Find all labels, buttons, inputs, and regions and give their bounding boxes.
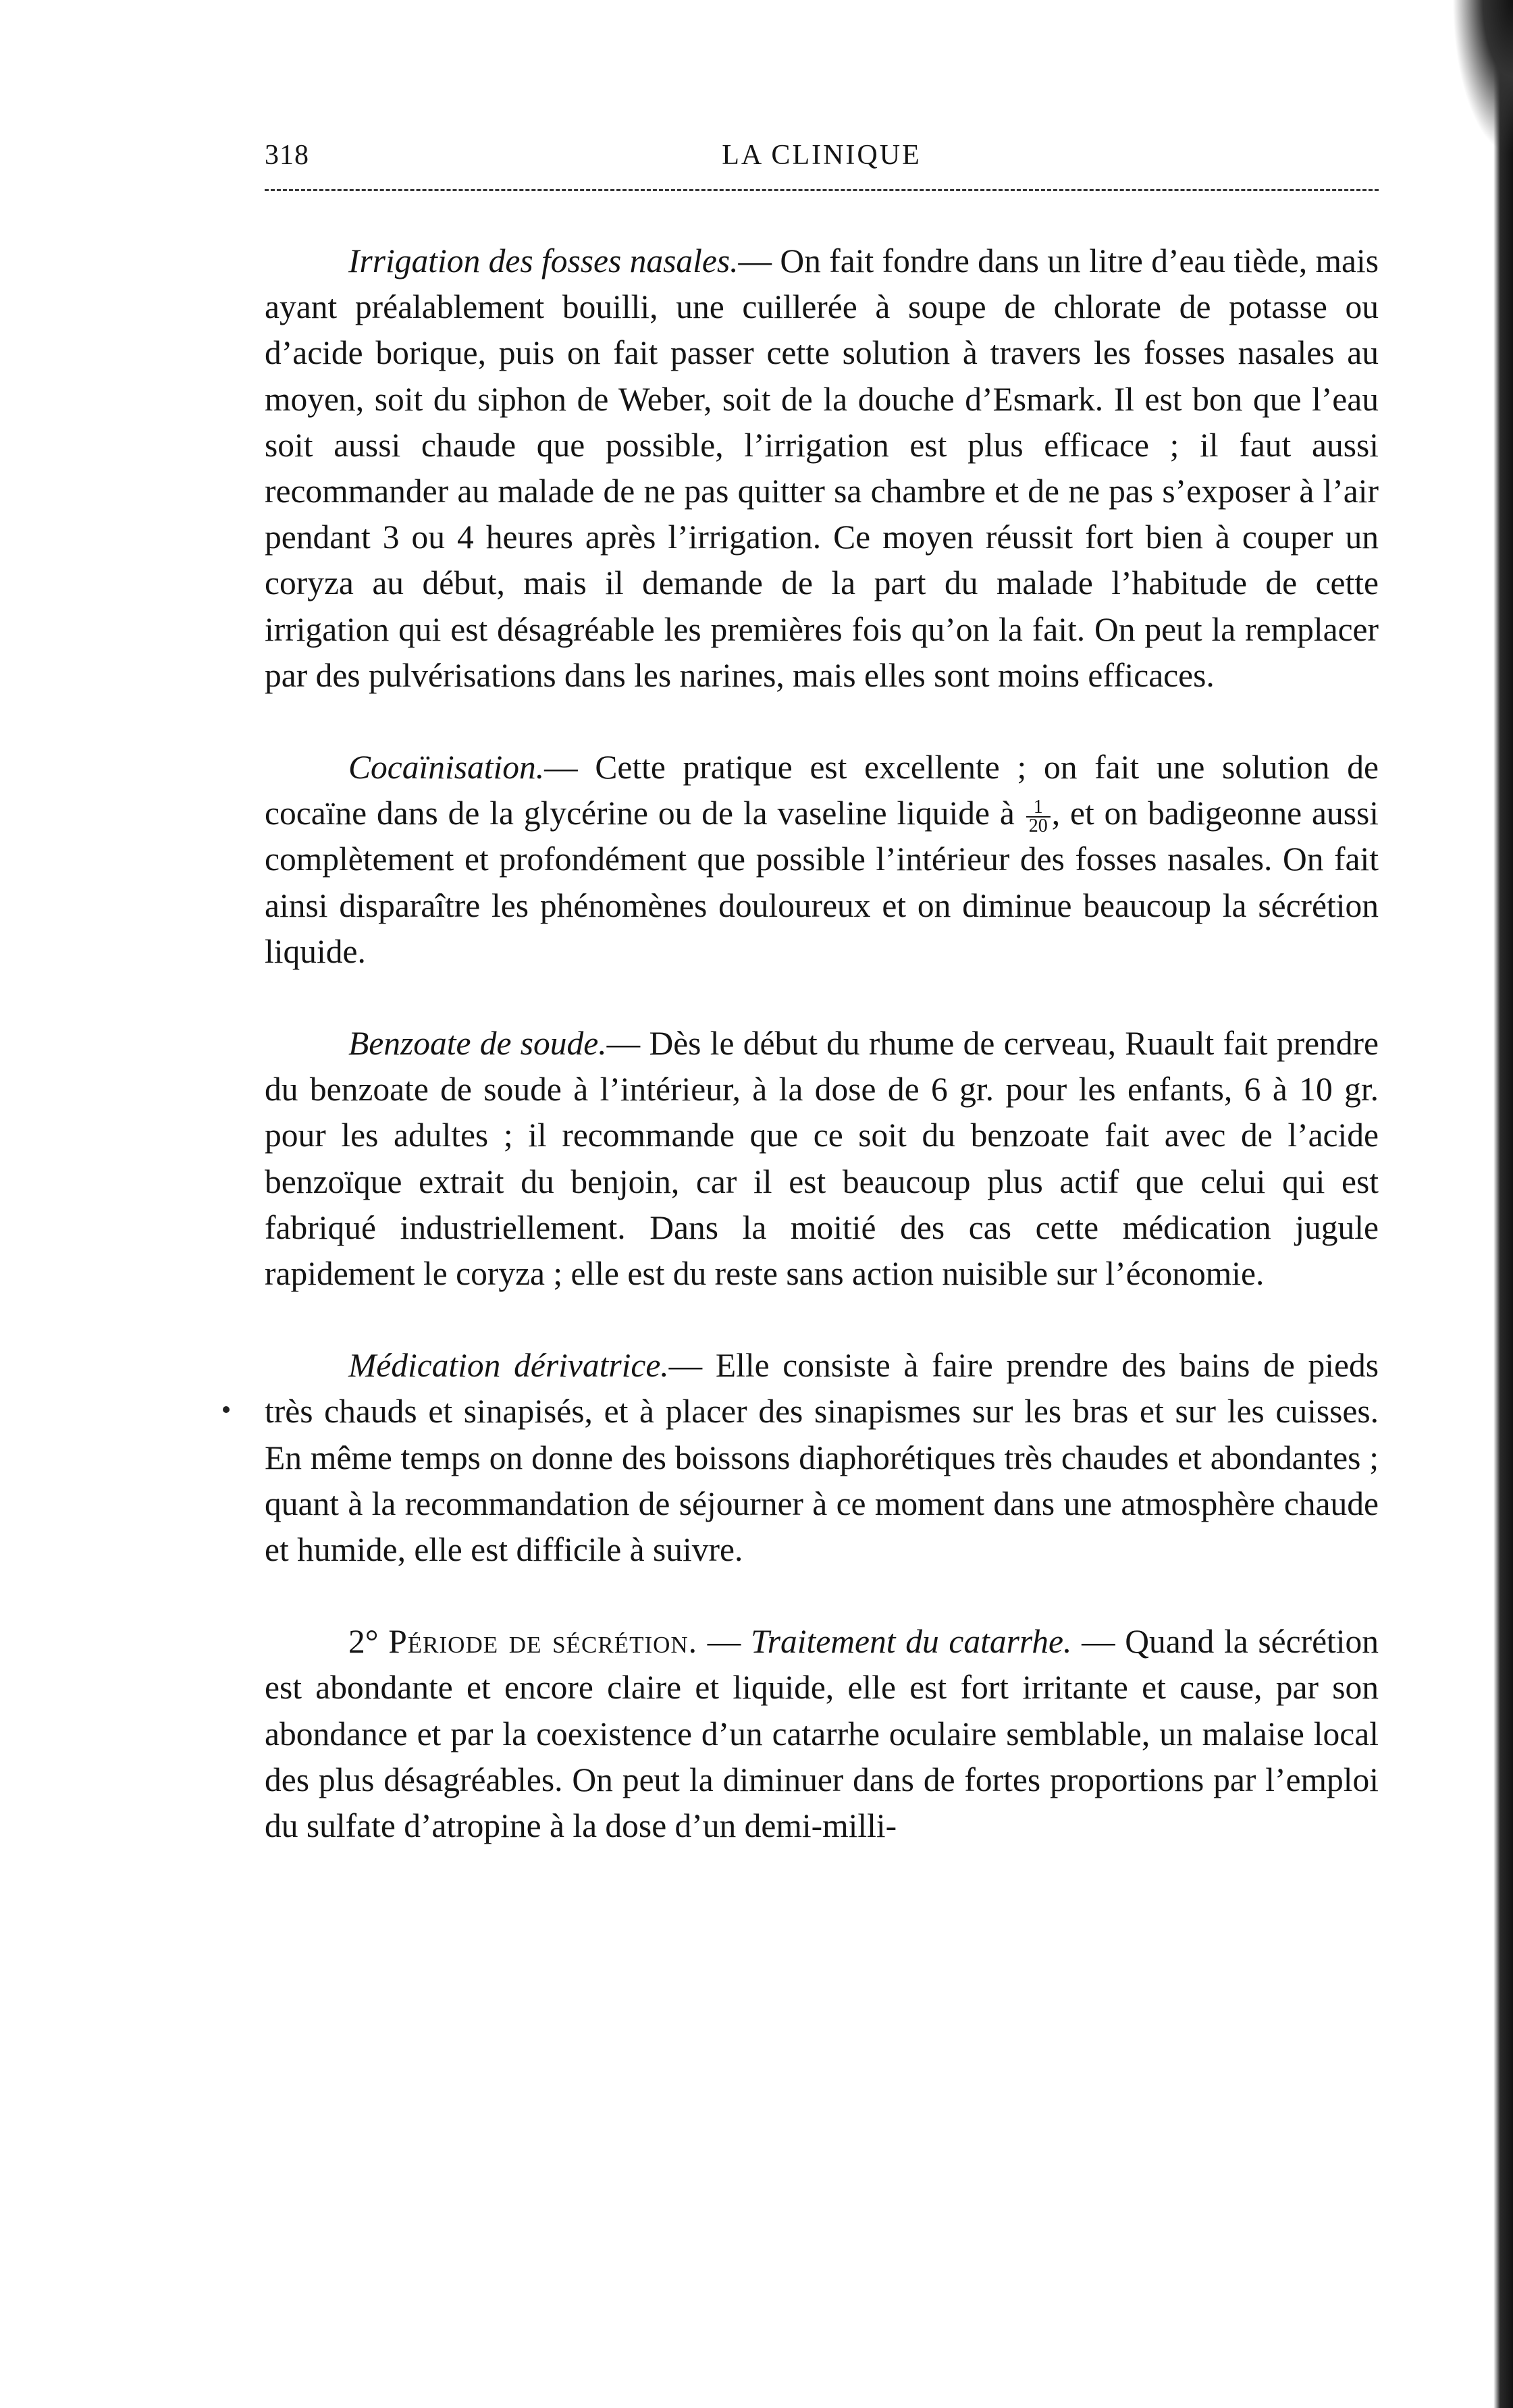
paragraph-lead: Irrigation des fosses nasales.	[348, 242, 739, 279]
paragraph-lead: Benzoate de soude.	[348, 1025, 607, 1063]
section-number: 2°	[348, 1623, 379, 1661]
running-title: LA CLINIQUE	[722, 140, 922, 171]
header-rule	[265, 189, 1379, 191]
running-head	[265, 128, 1379, 182]
section-heading: Période de sécrétion.	[388, 1623, 698, 1661]
paragraph-body: — Elle consiste à faire prendre des bains de pieds très chauds et sinapisés, et à placer des sinapismes sur les bras et sur les cuisses. En même temps on donne des boissons diaphorétiques très chaudes et abondantes ; quant à la recommandation de séjourner à ce moment dans une atmosphère chaude et humide, elle est difficile à suivre.	[265, 1347, 1379, 1569]
page-number: 318	[265, 140, 309, 171]
fraction	[1026, 796, 1051, 836]
scanned-page-corner-shadow	[1452, 0, 1513, 155]
paragraph-body: — Quand la sécrétion est abondante et encore claire et liquide, elle est fort irritante et cause, par son abondance et par la coexistence d’un catarrhe oculaire semblable, un malaise local des plus désagréables. On peut la diminuer dans de fortes proportions par l’emploi du sulfate d’atropine à la dose d’un demi-milli-	[265, 1623, 1379, 1845]
section-dash: —	[707, 1623, 741, 1661]
paragraph-body: — On fait fondre dans un litre d’eau tiède, mais ayant préalablement bouilli, une cuillerée à soupe de chlorate de potasse ou d’acide borique, puis on fait passer cette solution à travers les fosses nasales au moyen, soit du siphon de Weber, soit de la douche d’Esmark. Il est bon que l’eau soit aussi chaude que possible, l’irrigation est plus efficace ; il faut aussi recommander au malade de ne pas quitter sa chambre et de ne pas s’exposer à l’air pendant 3 ou 4 heures après l’irrigation. Ce moyen réussit fort bien à couper un coryza au début, mais il demande de la part du malade l’habitude de cette irrigation qui est désagréable les premières fois qu’on la fait. On peut la remplacer par des pulvérisations dans les narines, mais elles sont moins efficaces.	[265, 242, 1379, 694]
paragraph-lead: Traitement du catarrhe.	[750, 1623, 1072, 1661]
scanned-page-edge	[1481, 0, 1513, 2408]
fraction-denominator: 20	[1028, 815, 1048, 836]
paragraph-periode-secretion	[265, 1619, 1379, 1849]
book-page	[265, 128, 1379, 1849]
paragraph-lead: Médication dérivatrice.	[348, 1347, 669, 1385]
paragraph-medication-derivatrice	[265, 1343, 1379, 1573]
paragraph-lead: Cocaïnisation.	[348, 749, 545, 786]
body-text	[265, 238, 1379, 1849]
paragraph-body: — Cette pratique est excellente ; on fait une solution de cocaïne dans de la glycérine ou de la vaseline liquide à	[265, 749, 1379, 832]
paragraph-body: — Dès le début du rhume de cerveau, Ruault fait prendre du benzoate de soude à l’intérieur, à la dose de 6 gr. pour les enfants, 6 à 10 gr. pour les adultes ; il recommande que ce soit du benzoate fait avec de l’acide benzoïque extrait du benjoin, car il est beaucoup plus actif que celui qui est fabriqué industriellement. Dans la moitié des cas cette médication jugule rapidement le coryza ; elle est du reste sans action nuisible sur l’économie.	[265, 1025, 1379, 1293]
paragraph-cocainisation	[265, 745, 1379, 975]
paragraph-benzoate	[265, 1021, 1379, 1297]
paragraph-body-continued: , et on badigeonne aussi complètement et profondément que possible l’intérieur des fosses nasales. On fait ainsi disparaître les phénomènes douloureux et on diminue beaucoup la sécrétion liquide.	[265, 795, 1379, 970]
fraction-numerator: 1	[1026, 799, 1051, 818]
paragraph-irrigation	[265, 238, 1379, 699]
margin-mark	[223, 1406, 230, 1413]
